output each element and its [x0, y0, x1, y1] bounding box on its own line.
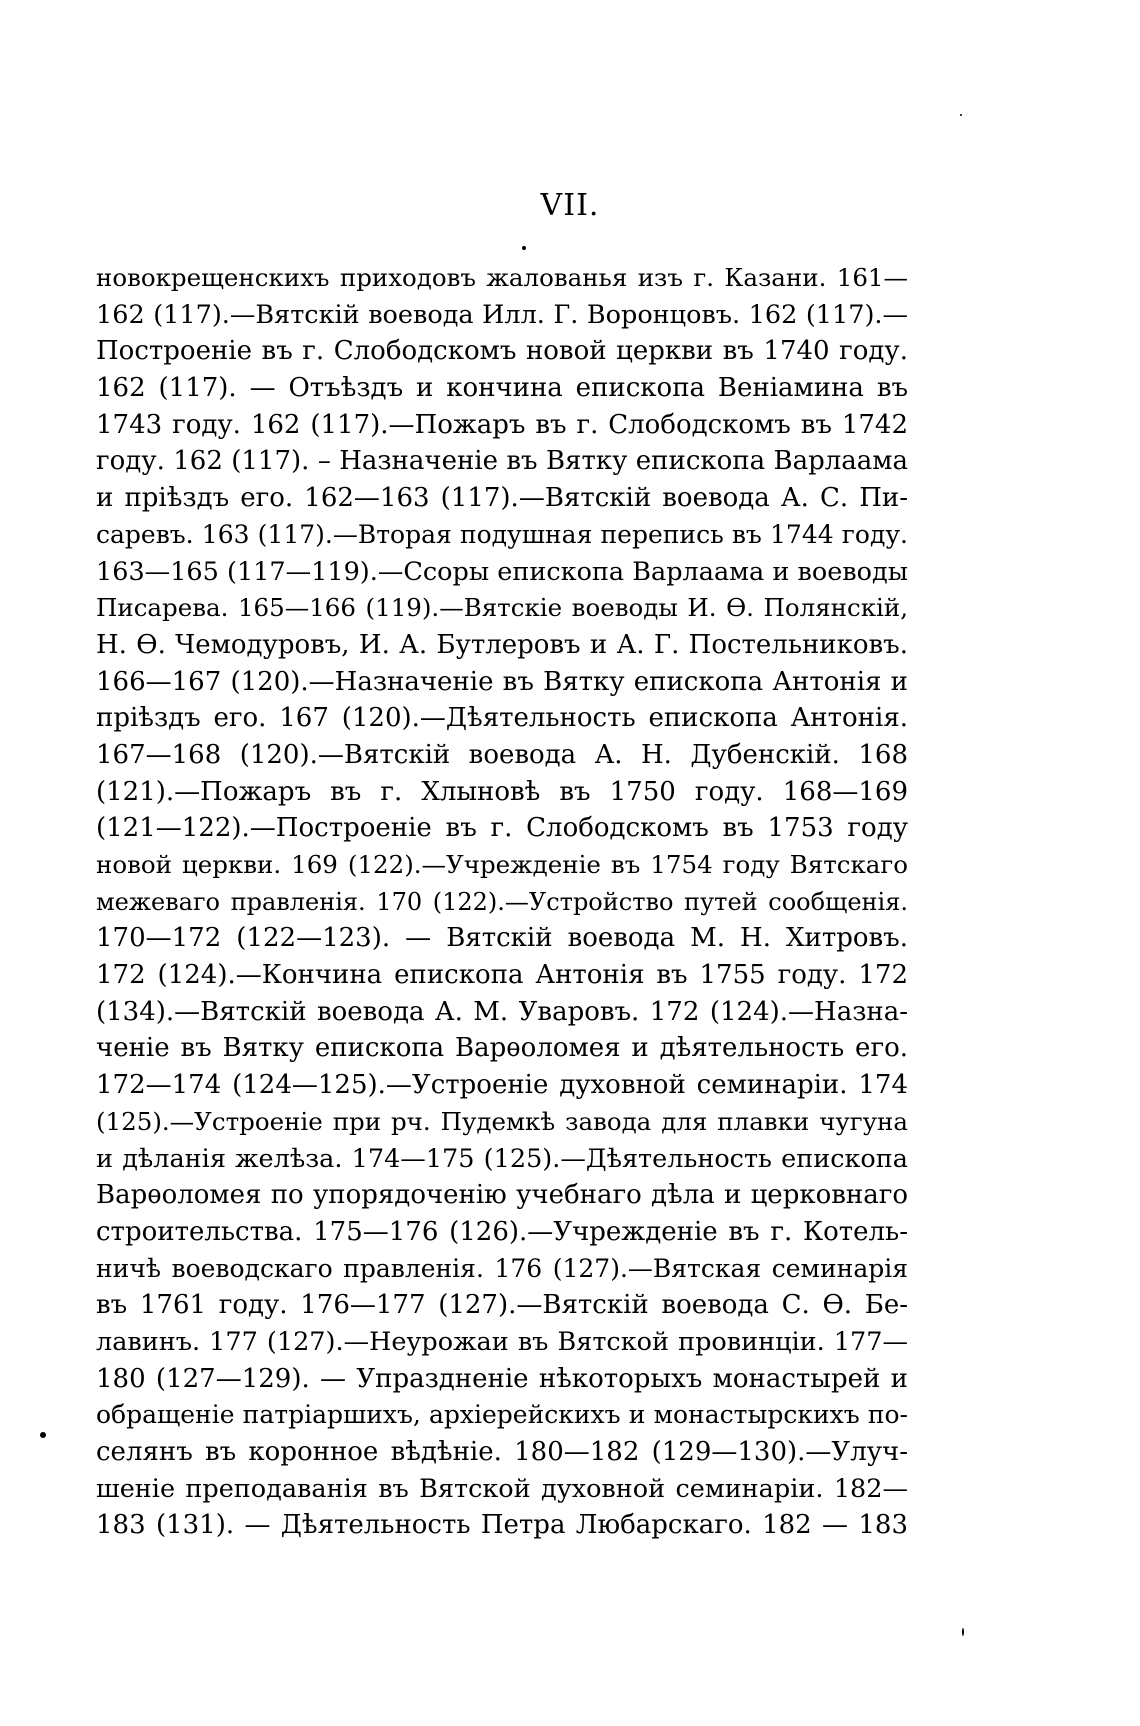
text-line: (121—122).—Построеніе въ г. Слободскомъ въ 1753 году — [96, 813, 908, 844]
text-line: и дѣланія желѣза. 174—175 (125).—Дѣятельность епископа — [96, 1143, 908, 1174]
text-line: ченіе въ Вятку епископа Варѳоломея и дѣятельность его. — [96, 1033, 908, 1064]
text-line: обращеніе патріаршихъ, архіерейскихъ и монастырскихъ по- — [96, 1400, 908, 1430]
text-line: 166—167 (120).—Назначеніе въ Вятку епископа Антонія и — [96, 666, 908, 697]
scan-speck — [962, 1628, 964, 1636]
text-line: шеніе преподаванія въ Вятской духовной семинаріи. 182— — [96, 1473, 908, 1504]
text-line: въ 1761 году. 176—177 (127).—Вятскій воевода С. Ѳ. Бе- — [96, 1290, 908, 1321]
text-line: пріѣздъ его. 167 (120).—Дѣятельность епископа Антонія. — [96, 703, 908, 734]
text-line: Варѳоломея по упорядоченію учебнаго дѣла и церковнаго — [96, 1180, 908, 1211]
text-line: (121).—Пожаръ въ г. Хлыновѣ въ 1750 году. 168—169 — [96, 776, 908, 807]
text-line: новой церкви. 169 (122).—Учрежденіе въ 1754 году Вятскаго — [96, 850, 908, 879]
text-line: году. 162 (117). – Назначеніе въ Вятку епископа Варлаама — [96, 446, 908, 477]
scan-speck — [960, 114, 962, 116]
text-line: Н. Ѳ. Чемодуровъ, И. А. Бутлеровъ и А. Г. Постельниковъ. — [96, 629, 908, 660]
text-line: 167—168 (120).—Вятскій воевода А. Н. Дубенскій. 168 — [96, 739, 908, 770]
text-line: межеваго правленія. 170 (122).—Устройство путей сообщенія. — [96, 887, 908, 916]
text-line: Писарева. 165—166 (119).—Вятскіе воеводы И. Ѳ. Полянскій, — [96, 593, 908, 623]
scan-speck — [522, 246, 526, 250]
body-text — [96, 260, 908, 1544]
text-line: строительства. 175—176 (126).—Учрежденіе въ г. Котель- — [96, 1216, 908, 1247]
text-line: 183 (131). — Дѣятельность Петра Любарскаго. 182 — 183 — [96, 1510, 908, 1541]
text-line: и пріѣздъ его. 162—163 (117).—Вятскій воевода А. С. Пи- — [96, 483, 908, 514]
text-line: саревъ. 163 (117).—Вторая подушная перепись въ 1744 году. — [96, 519, 908, 549]
page-number: VII. — [540, 188, 600, 223]
text-line: Построеніе въ г. Слободскомъ новой церкви въ 1740 году. — [96, 336, 908, 367]
text-line: селянъ въ коронное вѣдѣніе. 180—182 (129—130).—Улуч- — [96, 1437, 908, 1467]
text-line: лавинъ. 177 (127).—Неурожаи въ Вятской провинціи. 177— — [96, 1326, 908, 1357]
text-line: 180 (127—129). — Упраздненіе нѣкоторыхъ монастырей и — [96, 1363, 908, 1394]
scan-speck — [40, 1432, 46, 1438]
text-line: 172 (124).—Кончина епископа Антонія въ 1755 году. 172 — [96, 960, 908, 991]
text-line: (134).—Вятскій воевода А. М. Уваровъ. 172 (124).—Назна- — [96, 996, 908, 1027]
text-line: 1743 году. 162 (117).—Пожаръ въ г. Слободскомъ въ 1742 — [96, 409, 908, 440]
text-line: новокрещенскихъ приходовъ жалованья изъ г. Казани. 161— — [96, 263, 908, 292]
text-line: 162 (117).—Вятскій воевода Илл. Г. Воронцовъ. 162 (117).— — [96, 299, 908, 330]
text-line: 162 (117). — Отъѣздъ и кончина епископа Веніамина въ — [96, 373, 908, 404]
text-line: ничѣ воеводскаго правленія. 176 (127).—Вятская семинарія — [96, 1253, 908, 1283]
text-line: 170—172 (122—123). — Вятскій воевода М. Н. Хитровъ. — [96, 923, 908, 954]
text-line: 163—165 (117—119).—Ссоры епископа Варлаама и воеводы — [96, 556, 908, 587]
text-line: (125).—Устроеніе при рч. Пудемкѣ завода для плавки чугуна — [96, 1106, 908, 1136]
text-line: 172—174 (124—125).—Устроеніе духовной семинаріи. 174 — [96, 1070, 908, 1101]
